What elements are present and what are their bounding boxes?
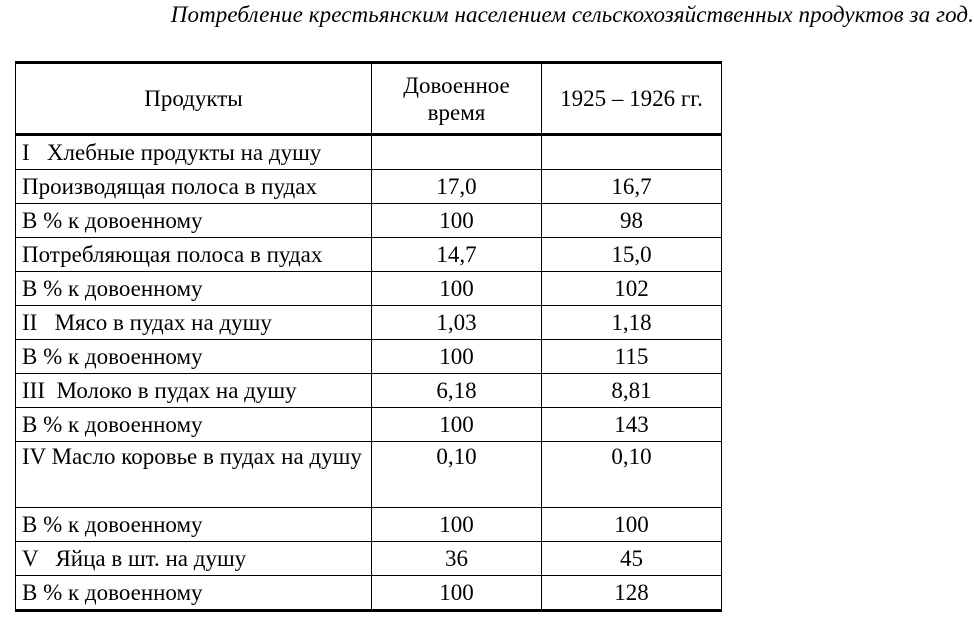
table-row xyxy=(16,542,722,576)
prewar-value: 100 xyxy=(372,272,542,306)
table-row xyxy=(16,306,722,340)
value-1925-1926: 102 xyxy=(542,272,722,306)
row-label: V Яйца в шт. на душу xyxy=(16,542,372,576)
row-label: В % к довоенному xyxy=(16,272,372,306)
row-label: В % к довоенному xyxy=(16,508,372,542)
prewar-value: 36 xyxy=(372,542,542,576)
row-label: III Молоко в пудах на душу xyxy=(16,374,372,408)
row-label: I Хлебные продукты на душу xyxy=(16,135,372,170)
value-1925-1926: 0,10 xyxy=(542,442,722,508)
value-1925-1926: 16,7 xyxy=(542,170,722,204)
table-row xyxy=(16,442,722,508)
prewar-value: 100 xyxy=(372,508,542,542)
row-label: В % к довоенному xyxy=(16,576,372,611)
column-header-prewar: Довоенное время xyxy=(372,63,542,135)
row-label: Потребляющая полоса в пудах xyxy=(16,238,372,272)
table-caption: Потребление крестьянским населением сельскохозяйственных продуктов за год. xyxy=(170,2,974,27)
table-row xyxy=(16,272,722,306)
table-row xyxy=(16,170,722,204)
prewar-value: 0,10 xyxy=(372,442,542,508)
table-row xyxy=(16,374,722,408)
table-header-row xyxy=(16,63,722,135)
row-label: В % к довоенному xyxy=(16,408,372,442)
value-1925-1926: 100 xyxy=(542,508,722,542)
prewar-value: 100 xyxy=(372,408,542,442)
table-row xyxy=(16,576,722,611)
value-1925-1926: 15,0 xyxy=(542,238,722,272)
value-1925-1926: 128 xyxy=(542,576,722,611)
column-header-1925-1926: 1925 – 1926 гг. xyxy=(542,63,722,135)
value-1925-1926: 143 xyxy=(542,408,722,442)
value-1925-1926: 45 xyxy=(542,542,722,576)
row-label: Производящая полоса в пудах xyxy=(16,170,372,204)
prewar-value: 1,03 xyxy=(372,306,542,340)
prewar-value: 100 xyxy=(372,204,542,238)
consumption-table xyxy=(15,61,722,612)
row-label: В % к довоенному xyxy=(16,204,372,238)
prewar-value: 17,0 xyxy=(372,170,542,204)
value-1925-1926 xyxy=(542,135,722,170)
value-1925-1926: 115 xyxy=(542,340,722,374)
table-row xyxy=(16,238,722,272)
column-header-products: Продукты xyxy=(16,63,372,135)
prewar-value xyxy=(372,135,542,170)
table-row xyxy=(16,408,722,442)
prewar-value: 6,18 xyxy=(372,374,542,408)
prewar-value: 100 xyxy=(372,576,542,611)
row-label: В % к довоенному xyxy=(16,340,372,374)
table-row xyxy=(16,204,722,238)
value-1925-1926: 8,81 xyxy=(542,374,722,408)
table-row xyxy=(16,135,722,170)
value-1925-1926: 98 xyxy=(542,204,722,238)
prewar-value: 100 xyxy=(372,340,542,374)
value-1925-1926: 1,18 xyxy=(542,306,722,340)
row-label: IV Масло коровье в пудах на душу xyxy=(16,442,372,508)
table-row xyxy=(16,508,722,542)
table-row xyxy=(16,340,722,374)
row-label: II Мясо в пудах на душу xyxy=(16,306,372,340)
prewar-value: 14,7 xyxy=(372,238,542,272)
